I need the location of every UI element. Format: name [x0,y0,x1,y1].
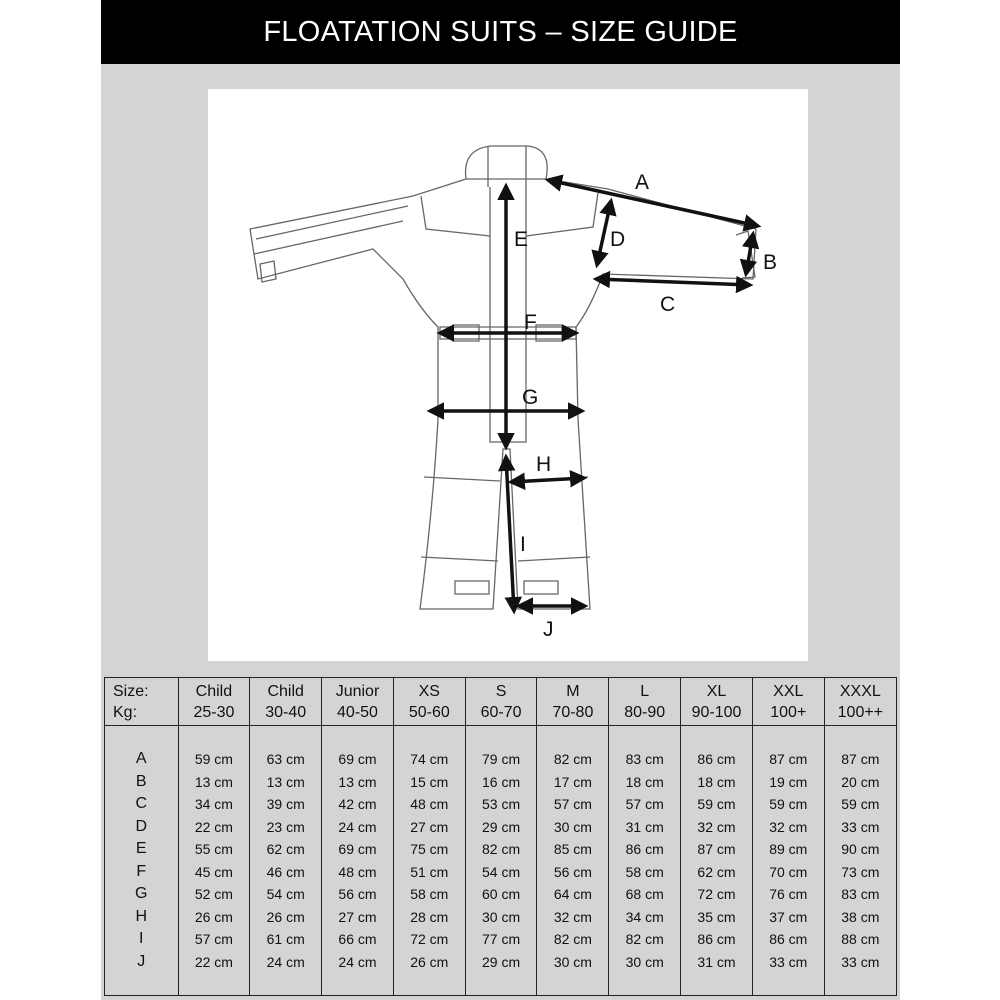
measurement-value: 59 cm [841,796,880,812]
size-values-column [681,726,753,996]
size-column-header [250,678,322,726]
size-header-row [105,678,896,726]
size-kg: 80-90 [624,703,666,721]
measurement-value: 51 cm [410,863,449,880]
label-h: H [536,453,552,476]
measurement-value: 77 cm [482,931,521,947]
measurement-value: 32 cm [553,908,592,925]
measurement-value: 82 cm [553,751,592,767]
size-values-column [752,726,824,996]
size-name: XS [418,682,440,700]
measurement-value: 70 cm [769,863,808,880]
size-column-header [537,678,609,726]
measurement-value: 33 cm [841,953,880,970]
measurement-value: 15 cm [410,773,449,790]
measurement-value: 62 cm [266,841,305,857]
measurement-value: 87 cm [769,751,808,767]
row-header-cell [105,678,178,726]
measurement-value: 30 cm [553,818,592,835]
label-a: A [635,171,650,194]
measurement-value: 30 cm [482,908,521,925]
measurement-value: 46 cm [266,863,305,880]
size-column-header [393,678,465,726]
size-kg: 25-30 [193,703,235,721]
measurement-value: 13 cm [266,773,305,790]
size-row-label: Size: [113,682,149,700]
measurement-label: A [135,750,147,767]
measurement-label: I [139,930,144,947]
measurement-value: 87 cm [697,841,736,857]
measurement-value: 69 cm [338,841,377,857]
measurement-value: 82 cm [553,931,592,947]
measurement-value: 33 cm [769,953,808,970]
measurement-value: 83 cm [841,886,880,902]
size-values-column [322,726,394,996]
size-table-grid [105,678,896,995]
measurement-value: 57 cm [625,796,664,812]
measurement-label: D [135,817,148,835]
measurement-value: 82 cm [625,931,664,947]
measurement-value: 62 cm [697,863,736,880]
size-name: XL [706,682,727,700]
size-name: Child [267,682,304,700]
size-guide-sheet [101,0,900,1000]
size-name: M [566,682,580,700]
arrow-a [548,180,758,226]
measurement-value: 86 cm [625,841,664,857]
arrow-c [596,279,750,285]
measurement-value: 28 cm [410,908,449,925]
measurement-value: 61 cm [266,931,305,947]
size-values-column [465,726,537,996]
size-column-header [178,678,250,726]
size-column-header [681,678,753,726]
measurement-label: C [135,795,148,812]
measurement-value: 26 cm [266,908,305,925]
measurement-value: 69 cm [338,751,377,767]
measurement-value: 59 cm [769,796,808,812]
size-kg: 100++ [837,703,884,721]
measurement-labels-column [105,726,178,996]
measurement-value: 29 cm [482,818,521,835]
measurement-label: F [136,862,147,880]
size-kg: 50-60 [408,703,450,721]
size-kg: 100+ [770,703,807,721]
measurement-label: H [135,907,148,925]
size-column-header [609,678,681,726]
measurement-label: J [137,952,146,970]
measurement-value: 20 cm [841,773,880,790]
measurement-value: 27 cm [410,818,449,835]
size-values-column [250,726,322,996]
measurement-value: 31 cm [697,953,736,970]
measurement-label: E [135,840,147,857]
measurement-value: 89 cm [769,841,808,857]
measurement-value: 39 cm [266,796,305,812]
measurement-arrows [430,180,758,611]
size-name: Junior [335,682,380,700]
measurement-label: G [135,885,148,902]
measurement-value: 59 cm [697,796,736,812]
measurement-value: 30 cm [553,953,592,970]
arrow-h [511,478,584,482]
measurement-value: 31 cm [625,818,664,835]
measurement-value: 79 cm [482,751,521,767]
measurement-value: 48 cm [338,863,377,880]
measurement-body-row [105,726,896,996]
label-e: E [514,228,529,251]
label-b: B [763,251,778,274]
size-name: XXXL [839,682,881,700]
measurement-value: 83 cm [625,751,664,767]
measurement-value: 24 cm [266,953,305,970]
size-values-column [609,726,681,996]
measurement-value: 60 cm [482,886,521,902]
measurement-value: 66 cm [338,931,377,947]
measurement-value: 18 cm [697,773,736,790]
measurement-value: 58 cm [410,886,449,902]
measurement-value: 68 cm [625,886,664,902]
measurement-value: 52 cm [194,886,233,902]
size-column-header [824,678,896,726]
measurement-value: 88 cm [841,931,880,947]
size-column-header [322,678,394,726]
measurement-value: 73 cm [841,863,880,880]
measurement-value: 86 cm [769,931,808,947]
measurement-value: 63 cm [266,751,305,767]
measurement-value: 64 cm [553,886,592,902]
measurement-value: 56 cm [553,863,592,880]
measurement-value: 85 cm [553,841,592,857]
measurement-value: 72 cm [410,931,449,947]
measurement-value: 86 cm [697,931,736,947]
measurement-value: 54 cm [482,863,521,880]
size-column-header [465,678,537,726]
arrow-d [597,201,611,265]
measurement-value: 26 cm [194,908,233,925]
size-name: L [640,682,650,700]
suit-diagram [208,89,808,661]
measurement-value: 22 cm [194,818,233,835]
measurement-value: 57 cm [553,796,592,812]
size-values-column [393,726,465,996]
measurement-value: 13 cm [338,773,377,790]
measurement-value: 32 cm [769,818,808,835]
kg-row-label: Kg: [113,703,138,721]
size-kg: 30-40 [265,703,307,721]
measurement-value: 53 cm [482,796,521,812]
size-kg: 40-50 [337,703,378,721]
measurement-value: 30 cm [625,953,664,970]
page-title: FLOATATION SUITS – SIZE GUIDE [101,0,900,64]
measurement-value: 56 cm [338,886,377,902]
measurement-value: 16 cm [482,773,521,790]
suit-outline [250,146,756,609]
measurement-value: 45 cm [194,863,233,880]
measurement-value: 23 cm [266,818,305,835]
measurement-value: 24 cm [338,818,377,835]
size-table [104,677,897,996]
measurement-value: 74 cm [410,751,449,767]
measurement-value: 76 cm [769,886,808,902]
label-c: C [660,293,676,316]
size-column-header [752,678,824,726]
measurement-value: 37 cm [769,908,808,925]
measurement-value: 59 cm [194,751,233,767]
label-f: F [524,311,537,334]
measurement-value: 32 cm [697,818,736,835]
size-name: Child [195,682,233,700]
measurement-value: 35 cm [697,908,736,925]
measurement-value: 87 cm [841,751,880,767]
label-i: I [520,533,526,556]
measurement-value: 17 cm [553,773,592,790]
measurement-value: 29 cm [482,953,521,970]
measurement-value: 27 cm [338,908,377,925]
measurement-value: 34 cm [194,796,233,812]
size-name: XXL [773,682,804,700]
measurement-value: 72 cm [697,886,736,902]
label-g: G [522,386,539,409]
measurement-value: 26 cm [410,953,449,970]
arrow-i [506,457,514,611]
measurement-value: 33 cm [841,818,880,835]
label-d: D [610,228,626,251]
measurement-value: 42 cm [338,796,377,812]
size-values-column [178,726,250,996]
measurement-value: 57 cm [194,931,233,947]
measurement-value: 82 cm [482,841,521,857]
measurement-value: 19 cm [769,773,808,790]
measurement-value: 22 cm [194,953,233,970]
suit-illustration [208,89,808,661]
measurement-value: 90 cm [841,841,880,857]
size-kg: 60-70 [480,703,522,721]
size-kg: 90-100 [691,703,742,721]
measurement-value: 38 cm [841,908,880,925]
measurement-value: 48 cm [410,796,449,812]
size-name: S [495,682,507,700]
measurement-value: 86 cm [697,751,736,767]
measurement-value: 58 cm [625,863,664,880]
label-j: J [543,618,554,641]
size-values-column [824,726,896,996]
measurement-value: 34 cm [625,908,664,925]
measurement-label: B [135,772,147,790]
size-kg: 70-80 [552,703,594,721]
measurement-value: 75 cm [410,841,449,857]
measurement-value: 24 cm [338,953,377,970]
measurement-value: 18 cm [625,773,664,790]
measurement-value: 55 cm [194,841,233,857]
measurement-value: 54 cm [266,886,305,902]
measurement-value: 13 cm [194,773,233,790]
size-values-column [537,726,609,996]
